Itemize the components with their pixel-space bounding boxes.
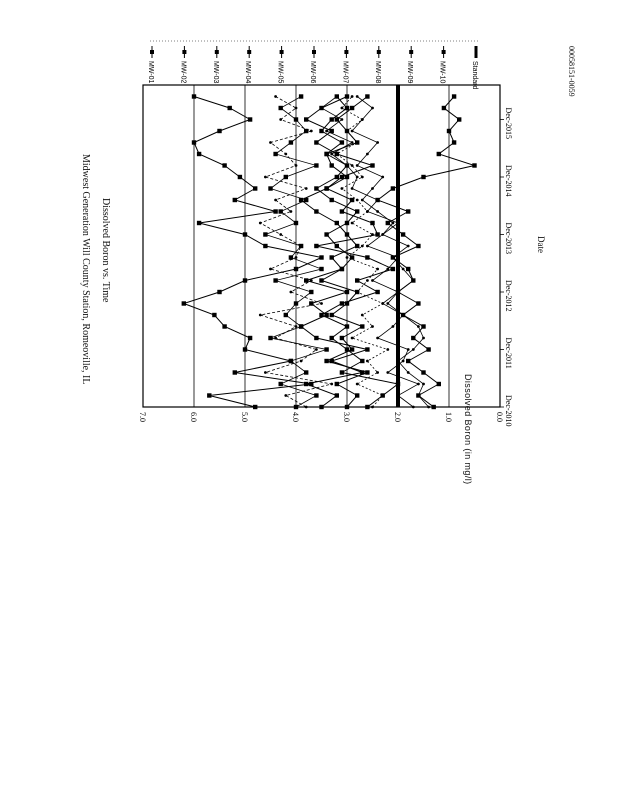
y-axis-label: Dissolved Boron (in mg/l) — [463, 374, 473, 485]
data-point — [314, 140, 318, 144]
data-point — [340, 267, 344, 271]
data-point — [365, 347, 369, 351]
data-point — [345, 163, 349, 167]
data-point — [264, 176, 267, 179]
data-point — [284, 313, 288, 317]
data-point — [340, 140, 344, 144]
data-point — [356, 95, 359, 98]
data-point — [417, 383, 420, 386]
data-point — [355, 278, 359, 282]
data-point — [330, 117, 334, 121]
data-point — [259, 314, 262, 317]
data-point — [248, 117, 252, 121]
data-point — [381, 302, 384, 305]
plot-frame — [143, 85, 500, 407]
data-point — [279, 233, 282, 236]
series-mw-03 — [320, 95, 430, 408]
data-point — [366, 210, 369, 213]
data-point — [304, 129, 308, 133]
data-point — [345, 106, 349, 110]
legend-marker — [442, 50, 446, 54]
data-point — [416, 244, 420, 248]
data-point — [300, 360, 303, 363]
y-tick-label: 7.0 — [138, 412, 147, 422]
legend-label: Standard — [471, 61, 478, 90]
data-point — [371, 187, 374, 190]
data-point — [314, 336, 318, 340]
series-mw-04 — [182, 94, 324, 409]
data-point — [371, 233, 374, 236]
data-point — [324, 347, 328, 351]
data-point — [268, 186, 272, 190]
series-layer — [182, 85, 477, 409]
data-point — [259, 222, 262, 225]
x-tick-label: Dec-2012 — [504, 280, 513, 312]
data-point — [340, 370, 344, 374]
data-point — [324, 186, 328, 190]
data-point — [452, 140, 456, 144]
data-point — [366, 279, 369, 282]
y-tick-label: 0.0 — [495, 412, 504, 422]
data-point — [309, 290, 313, 294]
data-point — [310, 130, 313, 133]
data-point — [314, 244, 318, 248]
data-point — [391, 255, 395, 259]
data-point — [294, 405, 298, 409]
data-point — [421, 175, 425, 179]
data-point — [330, 383, 333, 386]
data-point — [284, 394, 287, 397]
data-point — [295, 325, 298, 328]
data-point — [304, 370, 308, 374]
legend-marker — [150, 50, 154, 54]
data-point — [228, 106, 232, 110]
data-point — [360, 324, 364, 328]
data-point — [273, 209, 277, 213]
data-point — [406, 359, 410, 363]
data-point — [356, 383, 359, 386]
data-point — [295, 256, 298, 259]
data-point — [314, 163, 318, 167]
data-point — [356, 199, 359, 202]
data-point — [330, 163, 334, 167]
data-point — [253, 186, 257, 190]
data-point — [345, 221, 349, 225]
data-point — [365, 370, 369, 374]
data-point — [324, 232, 328, 236]
data-point — [305, 187, 308, 190]
data-point — [452, 94, 456, 98]
data-point — [284, 175, 288, 179]
data-point — [355, 393, 359, 397]
data-point — [345, 232, 349, 236]
x-tick-label: Dec-2013 — [504, 222, 513, 255]
series-mw-10 — [375, 94, 476, 409]
y-tick-label: 2.0 — [393, 412, 402, 422]
data-point — [371, 325, 374, 328]
legend-label: MW-08 — [373, 61, 381, 84]
data-point — [366, 153, 369, 156]
data-point — [351, 164, 354, 167]
legend-label: MW-03 — [211, 61, 219, 84]
data-point — [386, 221, 390, 225]
data-point — [345, 301, 349, 305]
data-point — [426, 347, 430, 351]
data-point — [401, 313, 405, 317]
data-point — [299, 324, 303, 328]
data-point — [299, 94, 303, 98]
series-line — [322, 97, 429, 408]
data-point — [315, 348, 318, 351]
data-point — [279, 209, 283, 213]
data-point — [396, 382, 400, 386]
chart-subtitle: Dissolved Boron vs. Time — [100, 198, 111, 303]
data-point — [233, 198, 237, 202]
x-tick-label: Dec-2011 — [504, 337, 513, 369]
data-point — [386, 348, 389, 351]
data-point — [289, 359, 293, 363]
data-point — [330, 153, 333, 156]
document-id: 00058151-0059 — [567, 46, 576, 97]
data-point — [397, 256, 400, 259]
legend-label: MW-06 — [309, 61, 316, 84]
data-point — [422, 337, 425, 340]
data-point — [314, 393, 318, 397]
data-point — [406, 267, 410, 271]
data-point — [320, 107, 323, 110]
data-point — [402, 268, 405, 271]
data-point — [346, 130, 349, 133]
data-point — [376, 337, 379, 340]
data-point — [268, 336, 272, 340]
legend-label: MW-09 — [406, 61, 414, 84]
legend-marker — [409, 50, 413, 54]
data-point — [335, 393, 339, 397]
data-point — [243, 278, 247, 282]
data-point — [397, 222, 400, 225]
data-point — [350, 347, 354, 351]
data-point — [340, 175, 344, 179]
data-point — [263, 244, 267, 248]
data-point — [351, 222, 354, 225]
y-tick-label: 3.0 — [342, 412, 351, 422]
legend-label: MW-10 — [438, 61, 446, 84]
data-point — [386, 371, 389, 374]
data-point — [391, 186, 395, 190]
data-point — [442, 106, 446, 110]
data-point — [294, 267, 298, 271]
data-point — [233, 370, 237, 374]
legend-marker — [312, 50, 316, 54]
data-point — [375, 198, 379, 202]
data-point — [330, 313, 334, 317]
data-point — [386, 268, 389, 271]
data-point — [381, 394, 384, 397]
data-point — [360, 359, 364, 363]
data-point — [427, 406, 430, 409]
data-point — [335, 382, 339, 386]
data-point — [197, 152, 201, 156]
data-point — [361, 314, 364, 317]
data-point — [295, 107, 298, 110]
data-point — [324, 313, 328, 317]
data-point — [243, 347, 247, 351]
data-point — [365, 94, 369, 98]
data-point — [375, 232, 379, 236]
data-point — [263, 232, 267, 236]
data-point — [345, 94, 349, 98]
data-point — [299, 244, 303, 248]
data-point — [341, 107, 344, 110]
data-point — [397, 360, 400, 363]
data-point — [381, 233, 384, 236]
y-tick-label: 6.0 — [189, 412, 198, 422]
data-point — [295, 164, 298, 167]
data-point — [351, 337, 354, 340]
data-point — [264, 371, 267, 374]
data-point — [356, 141, 359, 144]
data-point — [319, 129, 323, 133]
data-point — [397, 394, 400, 397]
data-point — [361, 176, 364, 179]
data-point — [370, 221, 374, 225]
data-point — [238, 175, 242, 179]
data-point — [340, 209, 344, 213]
data-point — [447, 129, 451, 133]
legend-marker — [215, 50, 219, 54]
data-point — [290, 210, 293, 213]
data-point — [222, 324, 226, 328]
data-point — [416, 393, 420, 397]
data-point — [411, 336, 415, 340]
data-point — [375, 290, 379, 294]
data-point — [294, 301, 298, 305]
data-point — [330, 336, 334, 340]
legend-label: MW-05 — [276, 61, 284, 84]
data-point — [432, 405, 436, 409]
data-point — [335, 117, 339, 121]
data-point — [412, 348, 415, 351]
data-point — [422, 383, 425, 386]
data-point — [417, 325, 420, 328]
data-point — [273, 278, 277, 282]
data-point — [341, 118, 344, 121]
data-point — [396, 290, 400, 294]
data-point — [412, 406, 415, 409]
data-point — [361, 245, 364, 248]
data-point — [472, 163, 476, 167]
data-point — [366, 245, 369, 248]
data-point — [340, 301, 344, 305]
legend-label: MW-07 — [341, 61, 349, 84]
data-point — [290, 291, 293, 294]
data-point — [335, 94, 339, 98]
data-point — [345, 405, 349, 409]
data-point — [345, 290, 349, 294]
x-tick-label: Dec-2010 — [504, 395, 513, 427]
data-point — [289, 255, 293, 259]
legend-label: MW-02 — [179, 61, 187, 84]
data-point — [269, 141, 272, 144]
data-point — [341, 187, 344, 190]
legend — [147, 41, 480, 90]
data-point — [274, 95, 277, 98]
data-point — [391, 267, 395, 271]
data-point — [407, 348, 410, 351]
data-point — [365, 255, 369, 259]
data-point — [248, 336, 252, 340]
data-point — [361, 118, 364, 121]
data-point — [217, 290, 221, 294]
data-point — [207, 393, 211, 397]
data-point — [376, 210, 379, 213]
data-point — [376, 141, 379, 144]
y-tick-label: 5.0 — [240, 412, 249, 422]
data-point — [273, 152, 277, 156]
data-point — [351, 187, 354, 190]
data-point — [351, 95, 354, 98]
data-point — [284, 153, 287, 156]
data-point — [330, 198, 334, 202]
y-tick-label: 4.0 — [291, 412, 300, 422]
data-point — [381, 176, 384, 179]
data-point — [243, 232, 247, 236]
legend-marker — [247, 50, 251, 54]
data-point — [319, 255, 323, 259]
data-point — [437, 152, 441, 156]
data-point — [371, 279, 374, 282]
data-point — [217, 129, 221, 133]
data-point — [365, 405, 369, 409]
data-point — [402, 360, 405, 363]
data-point — [361, 199, 364, 202]
data-point — [182, 301, 186, 305]
data-point — [351, 130, 354, 133]
legend-label: MW-01 — [147, 61, 154, 84]
data-point — [269, 268, 272, 271]
data-point — [366, 360, 369, 363]
legend-marker — [182, 50, 186, 54]
data-point — [324, 152, 328, 156]
data-point — [192, 140, 196, 144]
data-point — [376, 371, 379, 374]
series-line — [378, 97, 475, 408]
data-point — [350, 106, 354, 110]
legend-marker — [344, 50, 348, 54]
data-point — [314, 209, 318, 213]
data-point — [370, 163, 374, 167]
data-point — [319, 405, 323, 409]
x-tick-label: Dec-2014 — [504, 165, 513, 197]
data-point — [319, 267, 323, 271]
x-axis-label: Date — [536, 236, 546, 253]
data-point — [304, 198, 308, 202]
data-point — [197, 221, 201, 225]
data-point — [346, 256, 349, 259]
data-point — [371, 107, 374, 110]
data-point — [371, 406, 374, 409]
data-point — [411, 278, 415, 282]
data-point — [335, 244, 339, 248]
data-point — [274, 199, 277, 202]
data-point — [325, 130, 328, 133]
data-point — [253, 405, 257, 409]
data-point — [421, 324, 425, 328]
legend-marker — [377, 50, 381, 54]
data-point — [304, 117, 308, 121]
legend-marker — [280, 50, 284, 54]
data-point — [192, 94, 196, 98]
data-point — [330, 255, 334, 259]
data-point — [335, 175, 339, 179]
data-point — [437, 382, 441, 386]
data-point — [335, 221, 339, 225]
data-point — [386, 302, 389, 305]
chart-title: Midwest Generation Will County Station, Romeoville, IL — [80, 154, 91, 385]
data-point — [335, 153, 338, 156]
data-point — [222, 163, 226, 167]
data-point — [294, 117, 298, 121]
data-point — [212, 313, 216, 317]
x-tick-label: Dec-2015 — [504, 107, 513, 140]
data-point — [319, 278, 323, 282]
data-point — [401, 232, 405, 236]
data-point — [392, 222, 395, 225]
data-point — [376, 268, 379, 271]
data-point — [314, 186, 318, 190]
data-point — [279, 106, 283, 110]
data-point — [279, 382, 283, 386]
data-point — [350, 198, 354, 202]
data-point — [407, 245, 410, 248]
y-tick-label: 1.0 — [444, 412, 453, 422]
data-point — [310, 279, 313, 282]
data-point — [407, 371, 410, 374]
data-point — [324, 359, 328, 363]
data-point — [406, 209, 410, 213]
data-point — [355, 209, 359, 213]
data-point — [351, 141, 354, 144]
data-point — [355, 244, 359, 248]
data-point — [457, 117, 461, 121]
data-point — [309, 382, 313, 386]
data-point — [392, 325, 395, 328]
data-point — [356, 291, 359, 294]
data-point — [340, 336, 344, 340]
data-point — [289, 140, 293, 144]
gridlines — [194, 85, 449, 407]
data-point — [345, 324, 349, 328]
legend-label: MW-04 — [244, 61, 252, 84]
data-point — [356, 164, 359, 167]
data-point — [356, 176, 359, 179]
data-point — [279, 118, 282, 121]
data-point — [320, 302, 323, 305]
data-point — [421, 370, 425, 374]
data-point — [305, 406, 308, 409]
data-point — [294, 221, 298, 225]
data-point — [416, 301, 420, 305]
